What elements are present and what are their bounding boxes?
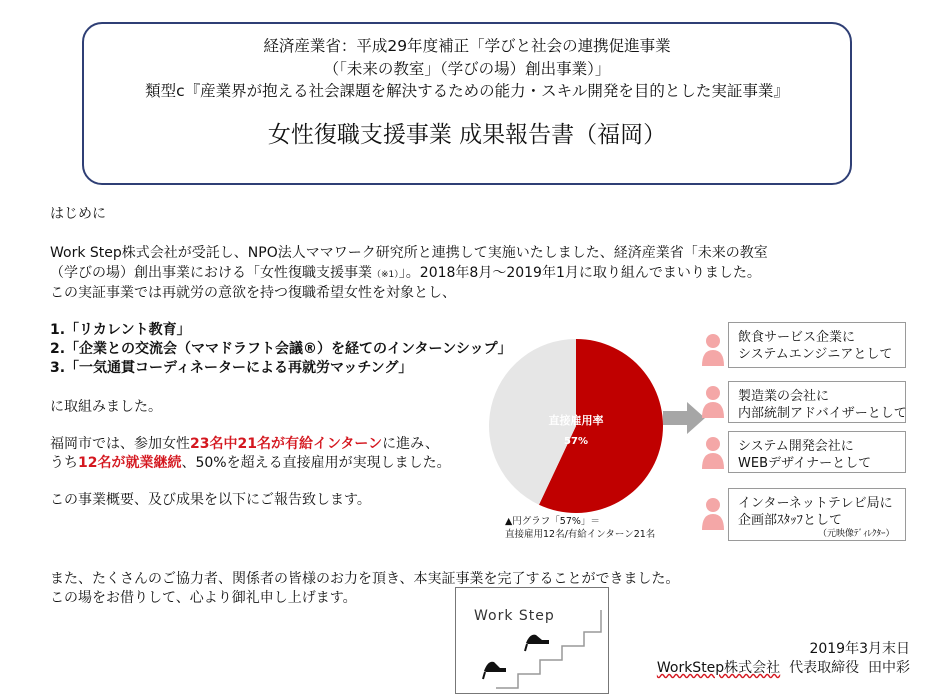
person-icon — [701, 385, 725, 419]
card-line-2: 企画部ｽﾀｯﾌとして — [738, 513, 843, 528]
stairs-shoes-icon — [456, 588, 608, 693]
card-line-1: 飲食サービス企業に — [738, 330, 856, 345]
intro-line-3: この実証事業では再就労の意欲を持つ復職希望女性を対象とし、 — [50, 285, 456, 301]
card-line-2: WEBデザイナーとして — [738, 456, 872, 471]
results-line-1-pre: 福岡市では、参加女性 — [50, 436, 190, 452]
outcome-card — [728, 488, 906, 541]
pie-caption-line-1: ▲円グラフ「57%」＝ — [505, 516, 600, 527]
card-line-1: 製造業の会社に — [738, 389, 830, 404]
results-line-2-pre: うち — [50, 455, 78, 471]
list-item: 2.「企業との交流会（ママドラフト会議®）を経てのインターンシップ」 — [50, 341, 512, 357]
footnote-mark: （※1） — [372, 270, 399, 280]
signature-line — [657, 659, 910, 678]
header-line-1: 経済産業省：平成29年度補正「学びと社会の連携促進事業 — [263, 37, 671, 55]
header-line-2: （「未来の教室」（学びの場）創出事業）」 — [323, 60, 611, 78]
pie-value-label: 57% — [564, 436, 588, 447]
signature-date: 2019年3月末日 — [809, 641, 910, 657]
logo-text: Work Step — [474, 608, 555, 624]
results-line-2 — [50, 454, 451, 473]
header-line-3: 類型c『産業界が抱える社会課題を解決するための能力・スキル開発を目的とした実証事業』 — [145, 82, 789, 100]
results-line-1 — [50, 435, 439, 454]
after-list-text: に取組みました。 — [50, 399, 162, 415]
card-line-1: インターネットテレビ局に — [738, 496, 893, 511]
workstep-logo — [455, 587, 609, 694]
person-icon — [701, 436, 725, 470]
greeting: はじめに — [50, 206, 106, 222]
results-highlight-employed: 12名が就業継続 — [78, 455, 182, 471]
report-title: 女性復職支援事業 成果報告書（福岡） — [267, 122, 667, 148]
intro-line-1: Work Step株式会社が受託し、NPO法人ママワーク研究所と連携して実施いたしました、経済産業省「未来の教室 — [50, 245, 768, 261]
employment-rate-pie-chart — [488, 338, 664, 514]
pie-label: 直接雇用率 — [548, 414, 604, 427]
outcome-card — [728, 431, 906, 473]
signature-name: 田中彩 — [868, 660, 910, 676]
intro-line-2-post: 」。2018年8月～2019年1月に取り組んでまいりました。 — [398, 265, 761, 281]
card-note: （元映像ﾃﾞｨﾚｸﾀｰ） — [818, 529, 895, 539]
person-icon — [701, 333, 725, 367]
outcome-card — [728, 381, 906, 423]
card-line-2: システムエンジニアとして — [738, 347, 893, 362]
results-line-2-post: 、50%を超える直接雇用が実現しました。 — [181, 455, 451, 471]
card-line-1: システム開発会社に — [738, 439, 854, 454]
intro-line-2-pre: （学びの場）創出事業における「女性復職支援事業 — [50, 265, 372, 281]
results-line-1-post: に進み、 — [382, 436, 439, 452]
summary-text: この事業概要、及び成果を以下にご報告致します。 — [50, 492, 371, 508]
closing-line-2: この場をお借りして、心より御礼申し上げます。 — [50, 590, 357, 606]
closing-line-1: また、たくさんのご協力者、関係者の皆様のお力を頂き、本実証事業を完了することができました。 — [50, 571, 680, 587]
person-icon — [701, 497, 725, 531]
list-item: 3.「一気通貫コーディネーターによる再就労マッチング」 — [50, 360, 413, 376]
signature-company: WorkStep株式会社 — [656, 660, 781, 676]
signature-role: 代表取締役 — [789, 660, 860, 676]
intro-line-2 — [50, 264, 761, 285]
list-item: 1.「リカレント教育」 — [50, 322, 191, 338]
results-highlight-interns: 23名中21名が有給インターン — [190, 436, 383, 452]
outcome-card — [728, 322, 906, 368]
pie-caption — [505, 515, 655, 541]
header-box — [82, 22, 852, 185]
pie-caption-line-2: 直接雇用12名/有給インターン21名 — [505, 529, 656, 540]
card-line-2: 内部統制アドバイザーとして — [738, 406, 907, 421]
